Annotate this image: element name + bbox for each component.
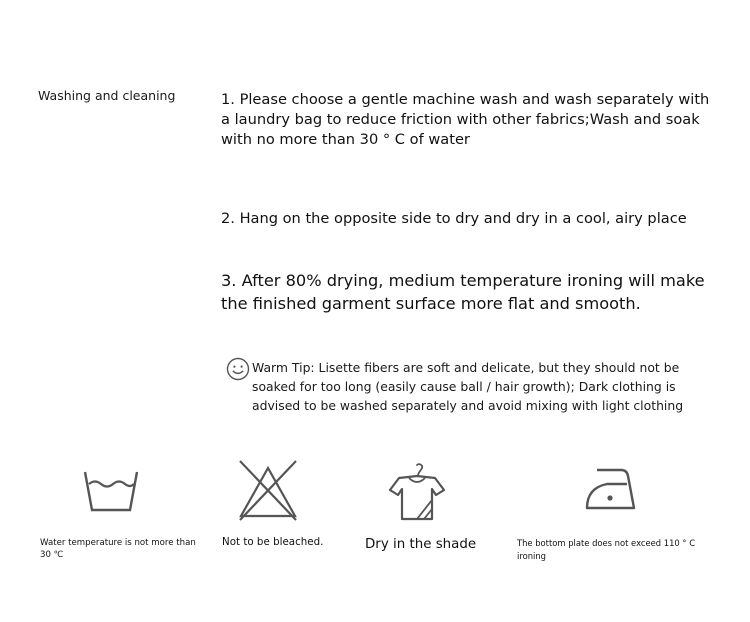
smiley-face-icon xyxy=(226,357,250,381)
step-2-text: 2. Hang on the opposite side to dry and dry in a cool, airy place xyxy=(221,210,687,227)
step-3-text: 3. After 80% drying, medium temperature ironing will make the finished garment surface more flat and smooth. xyxy=(221,271,705,313)
shade-dry-shirt-icon xyxy=(387,462,447,522)
washing-section-label: Washing and cleaning xyxy=(38,88,176,103)
dry-in-shade-label: Dry in the shade xyxy=(365,537,477,552)
step-1-text: 1. Please choose a gentle machine wash and wash separately with a laundry bag to reduce friction with other fabrics;Wash and soak with no more than 30 ° C of water xyxy=(221,91,710,149)
water-temperature-label: Water temperature is not more than 30 ℃ xyxy=(40,538,196,561)
warm-tip-text: Warm Tip: Lisette fibers are soft and delicate, but they should not be soaked for too long (easily cause ball / hair growth); Dark clothing is advised to be washed separately and avoid mixing with light clothing xyxy=(252,360,684,414)
ironing-label: The bottom plate does not exceed 110 ° C ironing xyxy=(517,538,696,561)
wash-tub-icon xyxy=(80,466,142,516)
no-bleach-icon xyxy=(235,458,301,522)
no-bleach-label: Not to be bleached. xyxy=(222,536,324,548)
iron-icon xyxy=(583,464,639,516)
